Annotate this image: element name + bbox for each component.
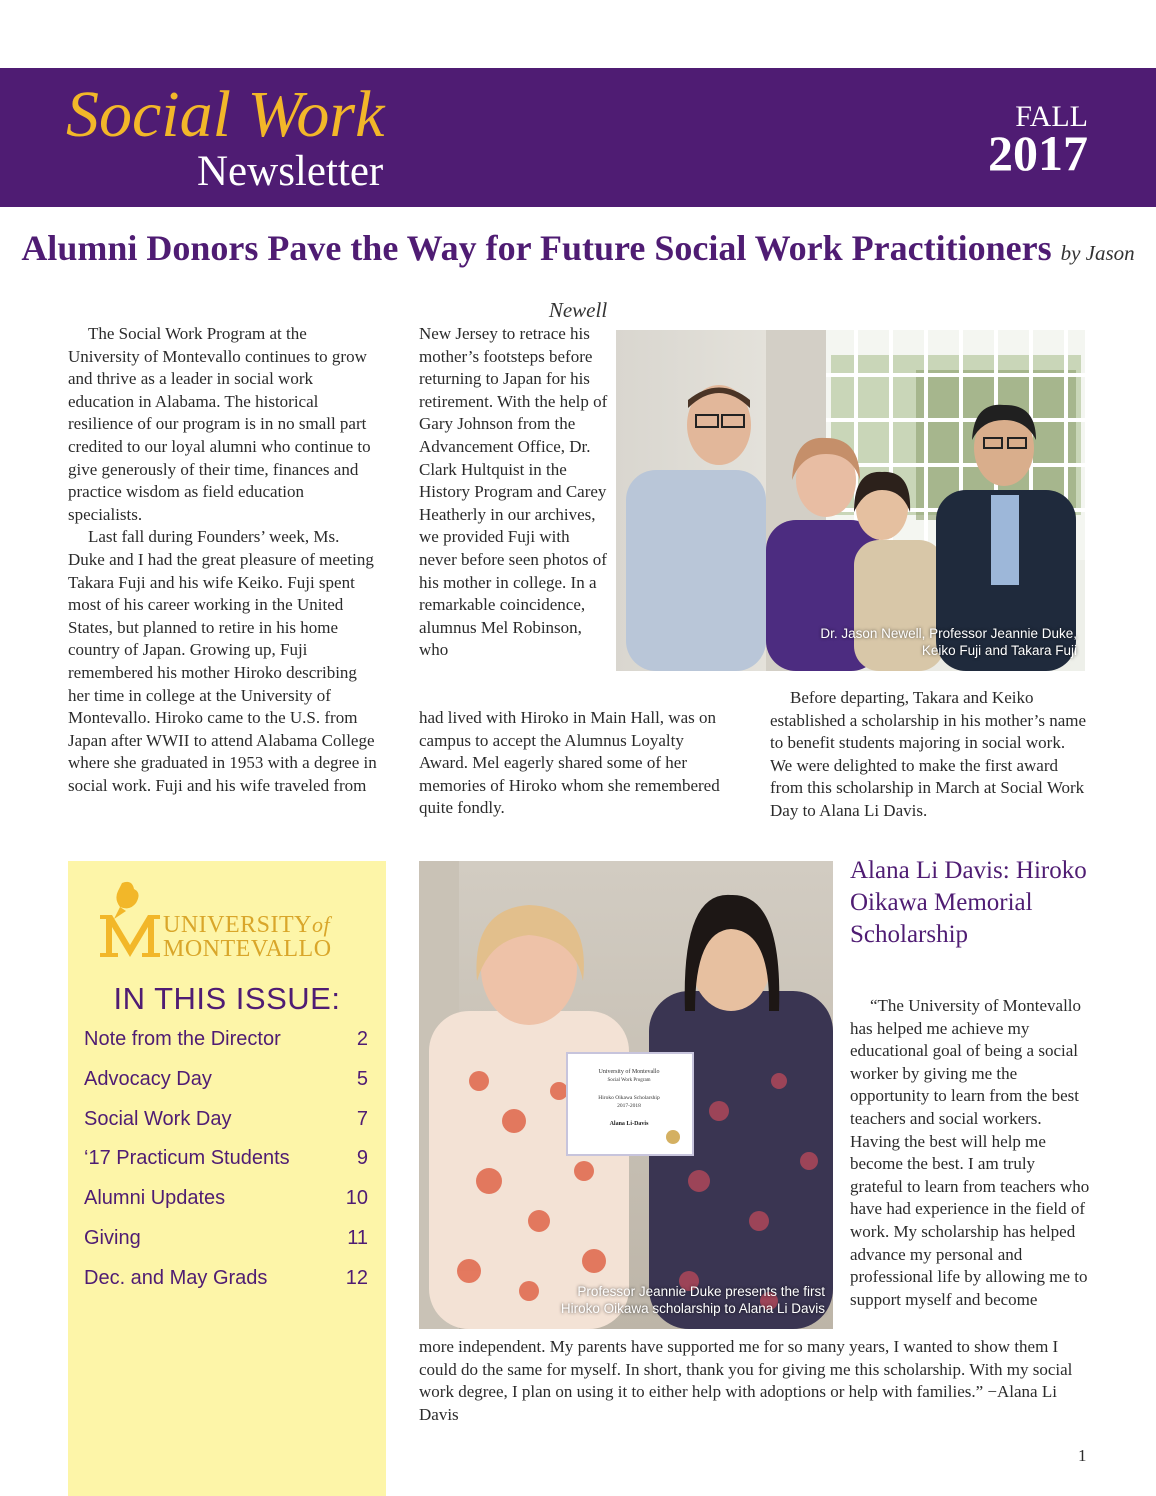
article-paragraph: The Social Work Program at the University of Montevallo continues to grow and thrive as a leader in social work education in Alabama. The historical resilience of our program is in no small part credited to our loyal alumni who continue to give generously of their time, finances and practice wisdom as field education specialists.	[68, 324, 371, 524]
logo-of: of	[312, 912, 331, 937]
toc-item[interactable]	[84, 1148, 368, 1188]
toc-page: 7	[356, 1107, 368, 1130]
issue-season: FALL	[1015, 100, 1088, 133]
newsletter-title: Social Work	[66, 78, 385, 151]
toc-page: 5	[356, 1067, 368, 1090]
logo-university: UNIVERSITY	[163, 912, 312, 938]
toc-page: 2	[356, 1028, 368, 1050]
certificate-university: University of Montevallo	[598, 1069, 660, 1075]
group-photo-image	[616, 330, 1085, 671]
university-logo	[96, 879, 366, 962]
issue-year: 2017	[988, 125, 1088, 181]
toc-label: Giving	[84, 1226, 141, 1249]
caption-line: Keiko Fuji and Takara Fuji	[921, 643, 1077, 658]
toc-item[interactable]	[84, 1268, 368, 1308]
toc-item[interactable]	[84, 1029, 368, 1069]
masthead	[0, 68, 1156, 207]
article-column-3	[770, 687, 1090, 823]
toc-item[interactable]	[84, 1069, 368, 1109]
toc-item[interactable]	[84, 1188, 368, 1228]
article-paragraph: had lived with Hiroko in Main Hall, was on campus to accept the Alumnus Loyalty Award. Mel eagerly shared some of her memories of Hiroko whom she remembered quite fondly.	[419, 708, 720, 818]
article-byline: by Jason Newell	[548, 241, 1135, 322]
newsletter-subtitle: Newsletter	[197, 148, 384, 195]
montevallo-bird-icon	[96, 879, 166, 959]
in-this-issue-sidebar	[68, 861, 386, 1496]
scholarship-photo-caption	[561, 1283, 825, 1317]
scholarship-photo-image	[419, 861, 833, 1329]
scholarship-photo	[419, 861, 833, 1329]
certificate-year: 2017-2018	[617, 1103, 641, 1109]
toc-item[interactable]	[84, 1109, 368, 1149]
certificate-program: Social Work Program	[607, 1078, 651, 1083]
article-paragraph: Before departing, Takara and Keiko established a scholarship in his mother’s name to benefit students majoring in social work. We were delighted to make the first award from this scholarship in March at Social Work Day to Alana Li Davis.	[770, 688, 1087, 820]
caption-line: Professor Jeannie Duke presents the first	[577, 1284, 825, 1299]
caption-line: Dr. Jason Newell, Professor Jeannie Duke,	[820, 626, 1077, 641]
toc-item[interactable]	[84, 1228, 368, 1268]
toc-page: 11	[347, 1226, 368, 1249]
article-column-1	[68, 323, 380, 797]
article-paragraph: Last fall during Founders’ week, Ms. Duke and I had the great pleasure of meeting Takara Fuji and his wife Keiko. Fuji spent most of his career working in the United States, but planned to retire in his home country of Japan. Growing up, Fuji remembered his mother Hiroko describing her time in college at the University of Montevallo. Hiroko came to the U.S. from Japan after WWII to attend Alabama College where she graduated in 1953 with a degree in social work. Fuji and his wife traveled from	[68, 527, 377, 795]
logo-wordmark-line1	[163, 913, 330, 937]
headline-text: Alumni Donors Pave the Way for Future Social Work Practitioners	[21, 228, 1052, 268]
logo-wordmark-line2: MONTEVALLO	[163, 936, 332, 962]
certificate-scholarship: Hiroko Oikawa Scholarship	[598, 1095, 660, 1101]
group-photo-caption	[820, 625, 1077, 659]
caption-line: Hiroko Oikawa scholarship to Alana Li Davis	[560, 1301, 825, 1316]
page-number: 1	[1078, 1446, 1087, 1465]
toc-label: Dec. and May Grads	[84, 1266, 268, 1289]
scholarship-quote-column	[850, 995, 1090, 1311]
scholarship-quote-continued: more independent. My parents have supported me for so many years, I wanted to show them I could do the same for myself. In short, thank you for giving me this scholarship. With my social work degree, I plan on using it to either help with adoptions or help with families.” −Alana Li Davis	[419, 1337, 1073, 1424]
toc-label: Advocacy Day	[84, 1067, 212, 1090]
in-this-issue-heading: IN THIS ISSUE:	[113, 981, 341, 1016]
toc-label: Alumni Updates	[84, 1187, 226, 1210]
certificate-recipient: Alana Li-Davis	[609, 1121, 649, 1127]
group-photo	[616, 330, 1085, 671]
table-of-contents	[84, 1029, 368, 1308]
article-column-2-narrow	[419, 323, 609, 662]
article-column-2-wide	[419, 707, 729, 820]
article-headline	[0, 222, 1156, 336]
toc-label: Note from the Director	[84, 1028, 281, 1050]
toc-page: 12	[345, 1266, 368, 1289]
scholarship-heading: Alana Li Davis: Hiroko Oikawa Memorial Scholarship	[850, 857, 1087, 948]
toc-page: 9	[356, 1147, 368, 1170]
toc-label: ‘17 Practicum Students	[84, 1147, 290, 1170]
toc-page: 10	[345, 1187, 368, 1210]
article-paragraph: New Jersey to retrace his mother’s footsteps before returning to Japan for his retirement. With the help of Gary Johnson from the Advancement Office, Dr. Clark Hultquist in the History Program and Carey Heatherly in our archives, we provided Fuji with never before seen photos of his mother in college. In a remarkable coincidence, alumnus Mel Robinson, who	[419, 324, 608, 660]
quote-paragraph: “The University of Montevallo has helped me achieve my educational goal of being a social worker by giving me the opportunity to learn from the best teachers and social workers. Having the best will help me become the best. I am truly grateful to learn from teachers who have had experience in the field of work. My scholarship has helped advance my personal and professional life by allowing me to support myself and become	[850, 996, 1090, 1309]
toc-label: Social Work Day	[84, 1107, 232, 1130]
